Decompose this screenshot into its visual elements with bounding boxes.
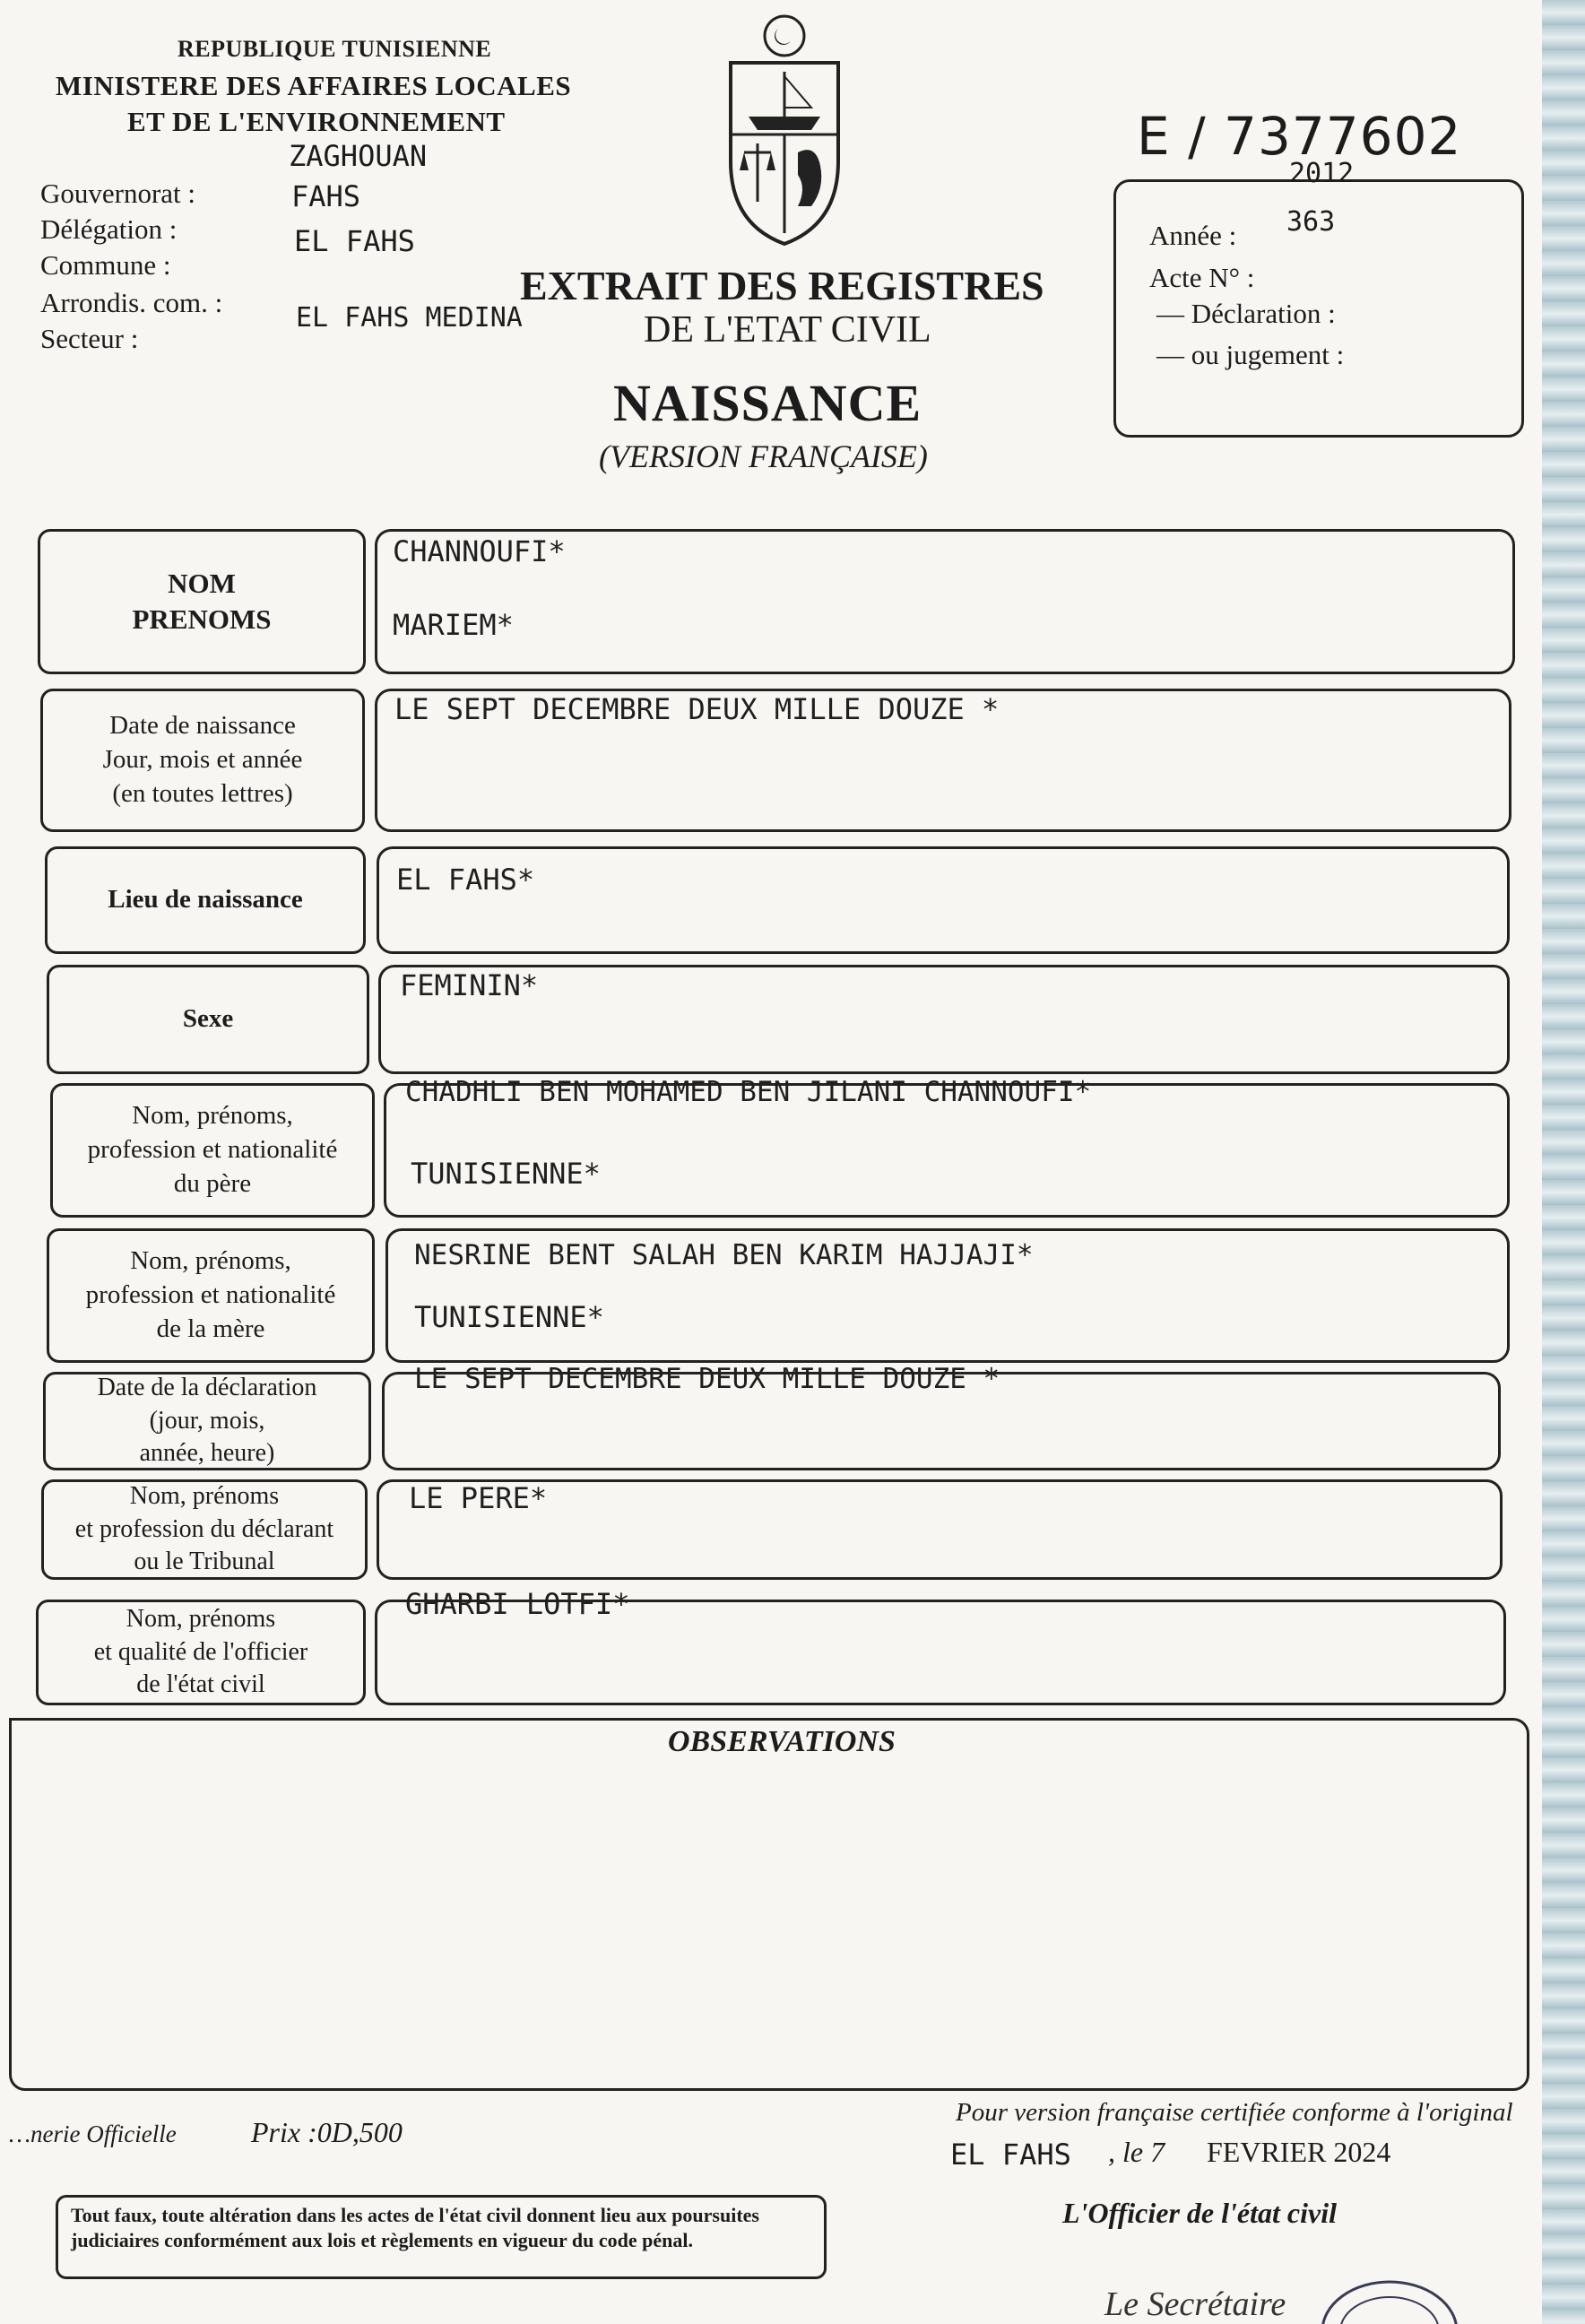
ministry-line-2: ET DE L'ENVIRONNEMENT <box>127 106 506 137</box>
sexe-value: FEMININ* <box>400 968 539 1002</box>
prix-text: Prix :0D,500 <box>251 2116 403 2148</box>
row-field-sexe <box>378 965 1510 1074</box>
declarant-value: LE PERE* <box>409 1481 548 1515</box>
annee-label: Année : <box>1149 220 1237 251</box>
acte-label: Acte N° : <box>1149 262 1255 293</box>
delegation-value: FAHS <box>291 179 361 213</box>
title-line-2: DE L'ETAT CIVIL <box>644 309 931 351</box>
acte-number-value: 363 <box>1286 206 1336 238</box>
certification-text: Pour version française certifiée conforme à l'original <box>956 2098 1513 2127</box>
issue-place: EL FAHS <box>950 2138 1071 2172</box>
commune-label: Commune : <box>40 249 171 281</box>
version-subtitle: (VERSION FRANÇAISE) <box>599 438 928 474</box>
secretaire-signature: Le Secrétaire <box>1104 2285 1286 2323</box>
coat-of-arms-icon <box>717 9 852 251</box>
republic-heading: REPUBLIQUE TUNISIENNE <box>178 36 492 62</box>
jugement-label: — ou jugement : <box>1156 339 1345 370</box>
issue-day: , le 7 <box>1108 2136 1165 2168</box>
pere-nationalite-value: TUNISIENNE* <box>411 1157 601 1191</box>
gouvernorat-label: Gouvernorat : <box>40 178 196 209</box>
annee-value: 2012 <box>1289 158 1355 189</box>
mere-nom-value: NESRINE BENT SALAH BEN KARIM HAJJAJI* <box>414 1239 1034 1271</box>
delegation-label: Délégation : <box>40 213 178 245</box>
nom-value: CHANNOUFI* <box>393 534 566 568</box>
row-label-sexe: Sexe <box>47 965 369 1074</box>
prenom-value: MARIEM* <box>393 608 514 642</box>
row-label-mere: Nom, prénoms, profession et nationalité de la mère <box>47 1228 375 1363</box>
row-label-declarant: Nom, prénoms et profession du déclarant ou le Tribunal <box>41 1479 368 1580</box>
officier-value: GHARBI LOTFI* <box>405 1587 630 1621</box>
date-naissance-value: LE SEPT DECEMBRE DEUX MILLE DOUZE * <box>394 692 1000 726</box>
title-line-1: EXTRAIT DES REGISTRES <box>520 263 1044 308</box>
row-label-nom: NOM PRENOMS <box>38 529 366 674</box>
row-label-date-naissance: Date de naissance Jour, mois et année (en toutes lettres) <box>40 689 365 832</box>
declaration-label: — Déclaration : <box>1156 298 1336 329</box>
observations-title: OBSERVATIONS <box>668 1725 896 1758</box>
row-label-pere: Nom, prénoms, profession et nationalité du père <box>50 1083 375 1218</box>
arrondissement-label: Arrondis. com. : <box>40 287 223 318</box>
pere-nom-value: CHADHLI BEN MOHAMED BEN JILANI CHANNOUFI* <box>405 1076 1092 1108</box>
official-stamp-icon <box>1318 2268 1461 2324</box>
ministry-line-1: MINISTERE DES AFFAIRES LOCALES <box>56 70 572 101</box>
row-label-date-declaration: Date de la déclaration (jour, mois, année, heure) <box>43 1372 371 1470</box>
imprimerie-text: …nerie Officielle <box>9 2120 177 2147</box>
legal-warning-box <box>56 2195 827 2279</box>
row-label-officier: Nom, prénoms et qualité de l'officier de l'état civil <box>36 1600 366 1705</box>
row-field-lieu-naissance <box>377 846 1510 954</box>
issue-month-year: FEVRIER 2024 <box>1207 2136 1391 2168</box>
date-declaration-value: LE SEPT DECEMBRE DEUX MILLE DOUZE * <box>414 1363 1000 1395</box>
secteur-label: Secteur : <box>40 323 139 354</box>
document-type-title: NAISSANCE <box>613 374 922 432</box>
mere-nationalite-value: TUNISIENNE* <box>414 1300 604 1334</box>
row-label-lieu-naissance: Lieu de naissance <box>45 846 366 954</box>
gouvernorat-value: ZAGHOUAN <box>289 139 428 173</box>
security-border <box>1542 0 1585 2324</box>
legal-warning-text: Tout faux, toute altération dans les actes de l'état civil donnent lieu aux poursuites judiciaires conformément aux lois et règlements en vigueur du code pénal. <box>71 2204 759 2251</box>
officier-signature-label: L'Officier de l'état civil <box>1062 2197 1337 2229</box>
serial-number: E / 7377602 <box>1137 106 1462 167</box>
commune-value: EL FAHS <box>294 224 415 258</box>
observations-box <box>9 1718 1529 2091</box>
secteur-value: EL FAHS MEDINA <box>296 302 523 334</box>
lieu-naissance-value: EL FAHS* <box>396 863 535 897</box>
